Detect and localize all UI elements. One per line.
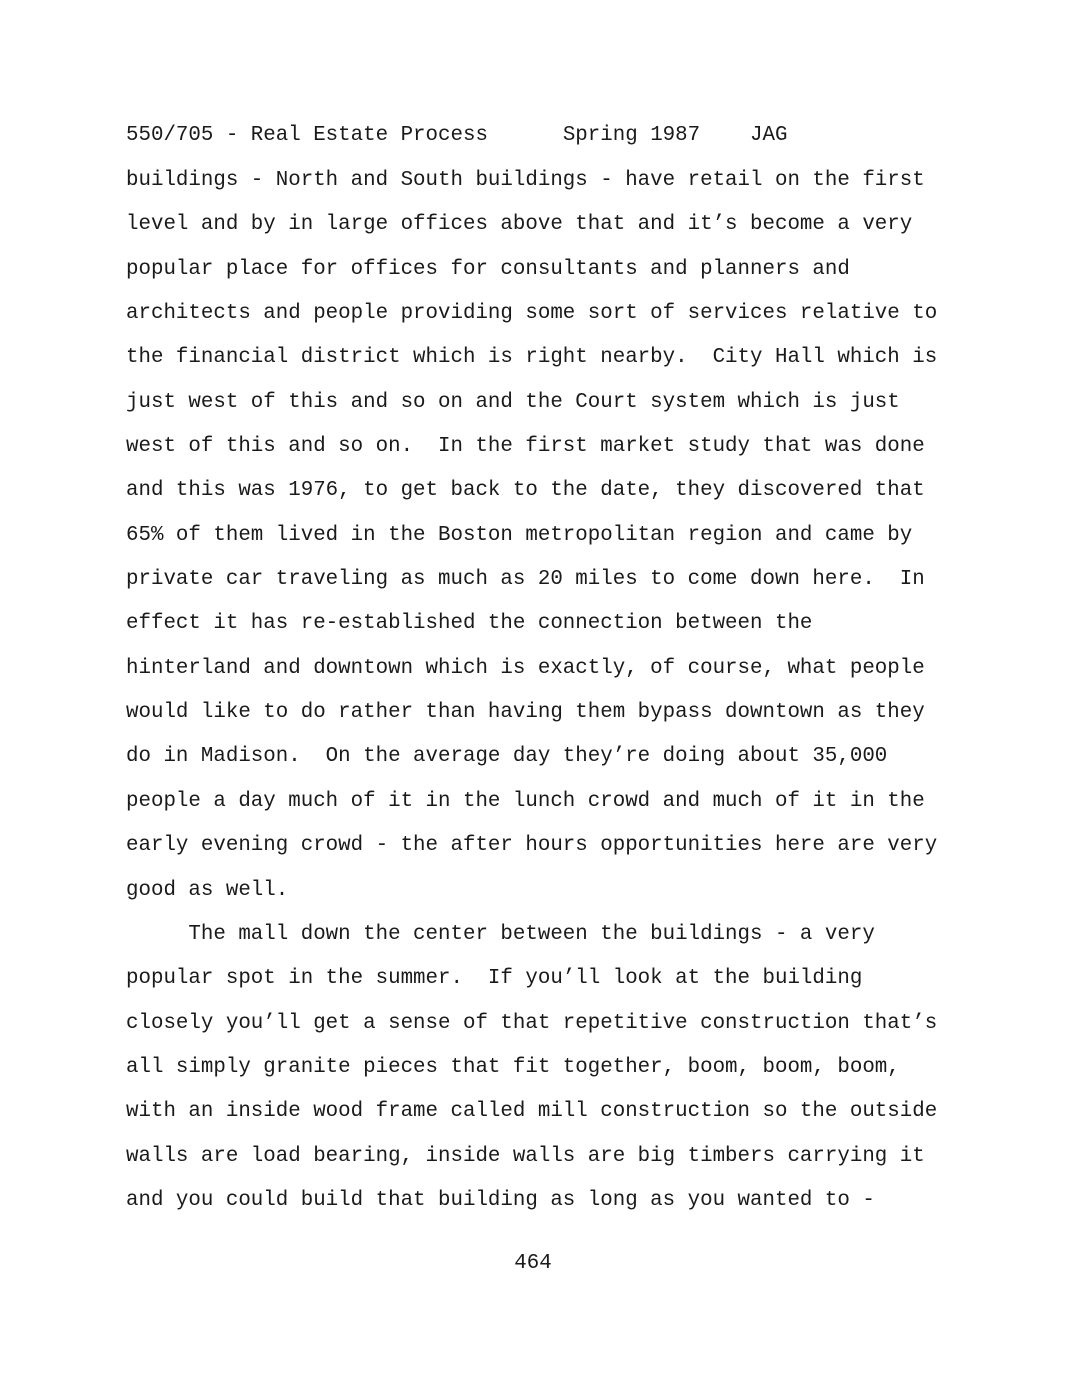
paragraph-start-line: The mall down the center between the buildings - a very — [126, 922, 875, 946]
term-label: Spring 1987 — [562, 124, 701, 147]
text-line: 65% of them lived in the Boston metropolitan region and came by — [126, 523, 913, 547]
text-line: people a day much of it in the lunch crowd and much of it in the — [126, 789, 925, 813]
text-line: the financial district which is right nearby. City Hall which is — [126, 346, 938, 370]
header-gap-1 — [488, 124, 563, 147]
text-line: just west of this and so on and the Court system which is just — [126, 390, 900, 414]
text-line: walls are load bearing, inside walls are big timbers carrying it — [126, 1144, 925, 1168]
text-line: good as well. — [126, 878, 289, 902]
page-header — [126, 122, 788, 150]
text-line: buildings - North and South buildings - have retail on the first — [126, 169, 925, 192]
text-line: architects and people providing some sort of services relative to — [126, 302, 938, 326]
text-line: level and by in large offices above that and it’s become a very — [126, 213, 913, 237]
text-line: and you could build that building as long as you wanted to - — [126, 1188, 875, 1212]
text-line: closely you’ll get a sense of that repetitive construction that’s — [126, 1011, 938, 1035]
text-line: all simply granite pieces that fit together, boom, boom, boom, — [126, 1055, 900, 1079]
text-line: west of this and so on. In the first market study that was done — [126, 435, 925, 459]
text-line: with an inside wood frame called mill construction so the outside — [126, 1100, 938, 1124]
text-line: early evening crowd - the after hours opportunities here are very — [126, 834, 938, 858]
header-gap-2 — [700, 124, 750, 147]
page-number: 464 — [514, 1252, 552, 1275]
text-line: popular place for offices for consultants and planners and — [126, 257, 850, 281]
text-line: do in Madison. On the average day they’re doing about 35,000 — [126, 745, 888, 769]
text-line: and this was 1976, to get back to the date, they discovered that — [126, 479, 925, 503]
text-line: hinterland and downtown which is exactly, of course, what people — [126, 656, 925, 680]
text-line: would like to do rather than having them bypass downtown as they — [126, 701, 925, 725]
text-line: private car traveling as much as 20 miles to come down here. In — [126, 568, 925, 592]
course-title: 550/705 - Real Estate Process — [126, 124, 488, 147]
author-initials: JAG — [750, 124, 788, 147]
text-line: popular spot in the summer. If you’ll look at the building — [126, 967, 863, 991]
transcript-body — [126, 167, 956, 1231]
text-line: effect it has re-established the connection between the — [126, 612, 813, 636]
